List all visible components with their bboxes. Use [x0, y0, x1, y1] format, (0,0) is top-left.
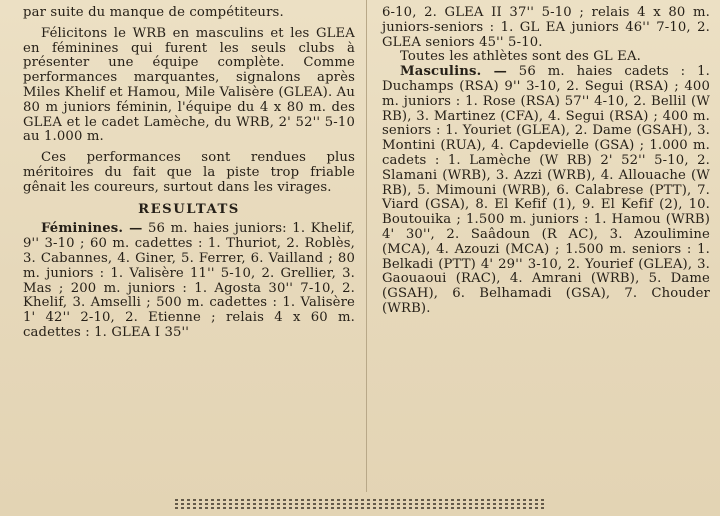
feminines-text: 56 m. haies juniors: 1. Khelif, 9'' 3-10 ; 60 m. cadettes : 1. Thuriot, 2. Roblès, 3. Cabannes, 4. Giner, 5. Ferrer, 6. Vailland ; 80 m. juniors : 1. Valisère 11'' 5-10, 2. Grellier, 3. Mas ; 200 m. juniors : 1. Agosta 30'' 7-10, 2. Khelif, 3. Amselli ; 500 m. cadettes : 1. Valisère 1' 42'' 2-10, 2. Etienne ; relais 4 x 60 m. cadettes : 1. GLEA I 35'' — [23, 221, 356, 340]
masculins-text: 56 m. haies cadets : 1. Duchamps (RSA) 9'' 3-10, 2. Segui (RSA) ; 400 m. juniors : 1. Rose (RSA) 57'' 4-10, 2. Bellil (W RB), 3. Martinez (CFA), 4. Segui (RSA) ; 400 m. seniors : 1. Youriet (GLEA), 2. Dame (GSAH), 3. Montini (RUA), 4. Capdevielle (GSA) ; 1.000 m. cadets : 1. Lamèche (W RB) 2' 52'' 5-10, 2. Slamani (WRB), 3. Azzi (WRB), 4. Allouache (W RB), 5. Mimouni (WRB), 6. Calabrese (PTT), 7. Viard (GSA), 8. El Kefif (1), 9. El Kefif (2), 10. Boutouika ; 1.500 m. juniors : 1. Hamou (WRB) 4' 30'', 2. Saâdoun (R AC), 3. Azoulimine (MCA), 4. Azouzi (MCA) ; 1.500 m. seniors : 1. Belkadi (PTT) 4' 29'' 3-10, 2. Yourief (GLEA), 3. Gaouaoui (RAC), 4. Amrani (WRB), 5. Dame (GSAH), 6. Belhamadi (GSA), 7. Chouder (WRB). — [382, 64, 711, 316]
athletes-note: Toutes les athlètes sont des GL EA. — [400, 49, 641, 65]
masculins-results — [382, 65, 710, 317]
performances-paragraph: Ces performances sont rendues plus méritoires du fait que la piste trop friable gênait les coureurs, surtout dans les virages. — [23, 150, 355, 195]
results-heading: RESULTATS — [138, 201, 240, 217]
left-column — [23, 6, 355, 341]
intro-paragraph: par suite du manque de compétiteurs. — [23, 5, 284, 20]
feminines-results — [23, 222, 355, 340]
ornamental-separator — [175, 499, 545, 509]
column-divider — [366, 0, 367, 492]
congratulations-paragraph: Félicitons le WRB en masculins et les GLEA en féminines qui furent les seuls clubs à présenter une équipe complète. Comme performances marquantes, signalons après Miles Khelif et Hamou, Mile Valisère (GLEA). Au 80 m juniors féminin, l'équipe du 4 x 80 m. des GLEA et le cadet Lamèche, du WRB, 2' 52'' 5-10 au 1.000 m. — [23, 25, 355, 145]
right-column — [382, 6, 710, 317]
relay-continuation: 6-10, 2. GLEA II 37'' 5-10 ; relais 4 x 80 m. juniors-seniors : 1. GL EA juniors 46'' 7-10, 2. GLEA seniors 45'' 5-10. — [382, 5, 710, 50]
feminines-label: Féminines. — — [41, 221, 143, 237]
masculins-label: Masculins. — — [400, 64, 507, 80]
